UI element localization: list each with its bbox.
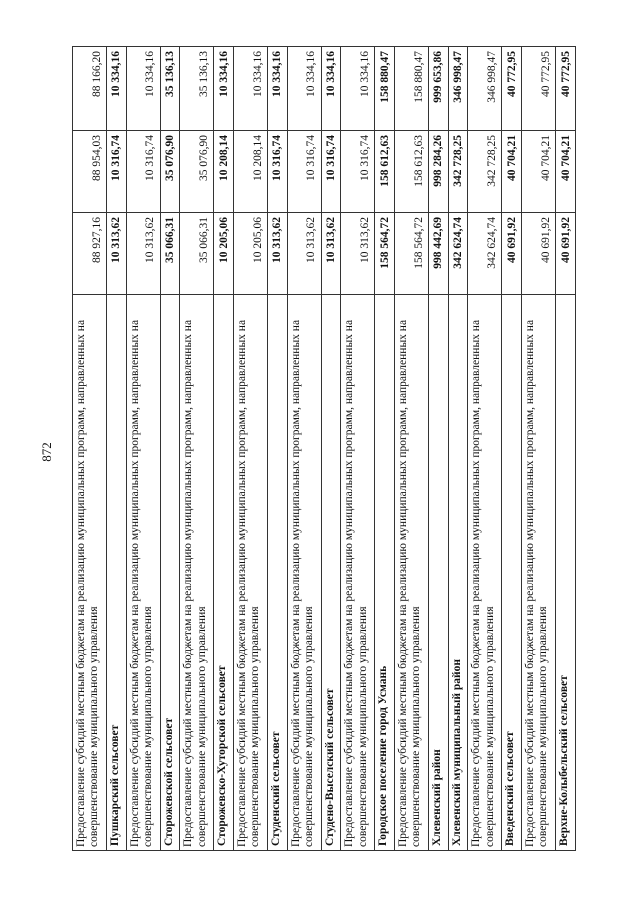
page-number: 872 (39, 442, 54, 462)
row-value-v2: 10 316,74 (341, 131, 375, 213)
row-label: Хлевенский район (429, 295, 449, 851)
row-label: Предоставление субсидий местным бюджетам на реализацию муниципальных программ, направленных на совершенствование муниципального управления (341, 295, 375, 851)
row-value-v2: 158 612,63 (375, 131, 395, 213)
row-value-v2: 10 316,74 (287, 131, 321, 213)
row-value-v1: 10 313,62 (106, 213, 126, 295)
row-value-v2: 10 316,74 (321, 131, 341, 213)
row-value-v2: 998 284,26 (429, 131, 449, 213)
table-row-heading (375, 47, 395, 851)
row-value-v3: 346 998,47 (468, 47, 502, 131)
row-value-v2: 35 076,90 (180, 131, 214, 213)
budget-table (72, 46, 576, 851)
row-label: Введенский сельсовет (502, 295, 522, 851)
row-value-v3: 40 772,95 (522, 47, 556, 131)
row-value-v1: 40 691,92 (502, 213, 522, 295)
row-label: Хлевенский муниципальный район (448, 295, 468, 851)
row-value-v2: 35 076,90 (160, 131, 180, 213)
row-label: Предоставление субсидий местным бюджетам на реализацию муниципальных программ, направленных на совершенствование муниципального управления (287, 295, 321, 851)
row-label: Студено-Выселский сельсовет (321, 295, 341, 851)
table-row-heading (429, 47, 449, 851)
table-row-heading (160, 47, 180, 851)
row-value-v2: 10 208,14 (234, 131, 268, 213)
row-value-v1: 88 927,16 (73, 213, 107, 295)
row-value-v2: 10 316,74 (268, 131, 288, 213)
row-value-v2: 10 316,74 (126, 131, 160, 213)
table-row (180, 47, 214, 851)
table-row (73, 47, 107, 851)
row-value-v1: 35 066,31 (180, 213, 214, 295)
row-value-v2: 158 612,63 (395, 131, 429, 213)
row-value-v1: 10 205,06 (214, 213, 234, 295)
budget-table-body (73, 47, 576, 851)
row-value-v1: 10 205,06 (234, 213, 268, 295)
row-value-v1: 35 066,31 (160, 213, 180, 295)
row-value-v2: 10 208,14 (214, 131, 234, 213)
row-value-v3: 10 334,16 (126, 47, 160, 131)
row-label: Предоставление субсидий местным бюджетам на реализацию муниципальных программ, направленных на совершенствование муниципального управления (73, 295, 107, 851)
row-value-v2: 10 316,74 (106, 131, 126, 213)
row-value-v2: 40 704,21 (522, 131, 556, 213)
row-value-v1: 10 313,62 (341, 213, 375, 295)
row-value-v3: 158 880,47 (395, 47, 429, 131)
row-value-v1: 998 442,69 (429, 213, 449, 295)
row-value-v3: 40 772,95 (556, 47, 576, 131)
table-row (126, 47, 160, 851)
row-value-v3: 346 998,47 (448, 47, 468, 131)
table-row (234, 47, 268, 851)
row-value-v1: 158 564,72 (375, 213, 395, 295)
row-value-v1: 40 691,92 (522, 213, 556, 295)
row-value-v3: 10 334,16 (214, 47, 234, 131)
row-value-v1: 10 313,62 (287, 213, 321, 295)
row-value-v3: 88 166,20 (73, 47, 107, 131)
row-value-v1: 40 691,92 (556, 213, 576, 295)
row-value-v3: 35 136,13 (180, 47, 214, 131)
row-value-v1: 10 313,62 (126, 213, 160, 295)
rotated-table-container (72, 47, 576, 851)
row-value-v2: 40 704,21 (502, 131, 522, 213)
row-label: Сторожевской сельсовет (160, 295, 180, 851)
table-row-heading (448, 47, 468, 851)
row-label: Верхне-Колыбельский сельсовет (556, 295, 576, 851)
row-label: Предоставление субсидий местным бюджетам на реализацию муниципальных программ, направленных на совершенствование муниципального управления (468, 295, 502, 851)
row-value-v2: 342 728,25 (468, 131, 502, 213)
table-row-heading (106, 47, 126, 851)
row-value-v2: 342 728,25 (448, 131, 468, 213)
row-value-v3: 35 136,13 (160, 47, 180, 131)
row-label: Студенский сельсовет (268, 295, 288, 851)
row-value-v3: 40 772,95 (502, 47, 522, 131)
table-row-heading (214, 47, 234, 851)
row-value-v1: 342 624,74 (448, 213, 468, 295)
table-row (341, 47, 375, 851)
row-label: Пушкарский сельсовет (106, 295, 126, 851)
row-label: Предоставление субсидий местным бюджетам на реализацию муниципальных программ, направленных на совершенствование муниципального управления (126, 295, 160, 851)
row-value-v1: 10 313,62 (268, 213, 288, 295)
row-label: Предоставление субсидий местным бюджетам на реализацию муниципальных программ, направленных на совершенствование муниципального управления (395, 295, 429, 851)
row-value-v1: 342 624,74 (468, 213, 502, 295)
table-row-heading (321, 47, 341, 851)
table-row-heading (556, 47, 576, 851)
row-label: Предоставление субсидий местным бюджетам на реализацию муниципальных программ, направленных на совершенствование муниципального управления (180, 295, 214, 851)
row-value-v3: 10 334,16 (341, 47, 375, 131)
row-value-v3: 10 334,16 (106, 47, 126, 131)
table-row (287, 47, 321, 851)
row-label: Предоставление субсидий местным бюджетам на реализацию муниципальных программ, направленных на совершенствование муниципального управления (234, 295, 268, 851)
row-value-v3: 10 334,16 (234, 47, 268, 131)
table-row-heading (502, 47, 522, 851)
row-value-v3: 158 880,47 (375, 47, 395, 131)
row-value-v1: 158 564,72 (395, 213, 429, 295)
row-value-v1: 10 313,62 (321, 213, 341, 295)
row-label: Сторожевско-Хуторской сельсовет (214, 295, 234, 851)
row-value-v2: 88 954,03 (73, 131, 107, 213)
row-value-v3: 10 334,16 (287, 47, 321, 131)
table-row (395, 47, 429, 851)
table-row-heading (268, 47, 288, 851)
row-value-v3: 999 653,86 (429, 47, 449, 131)
row-label: Городское поселение город Усмань (375, 295, 395, 851)
row-value-v2: 40 704,21 (556, 131, 576, 213)
table-row (468, 47, 502, 851)
row-value-v3: 10 334,16 (268, 47, 288, 131)
table-row (522, 47, 556, 851)
row-value-v3: 10 334,16 (321, 47, 341, 131)
row-label: Предоставление субсидий местным бюджетам на реализацию муниципальных программ, направленных на совершенствование муниципального управления (522, 295, 556, 851)
